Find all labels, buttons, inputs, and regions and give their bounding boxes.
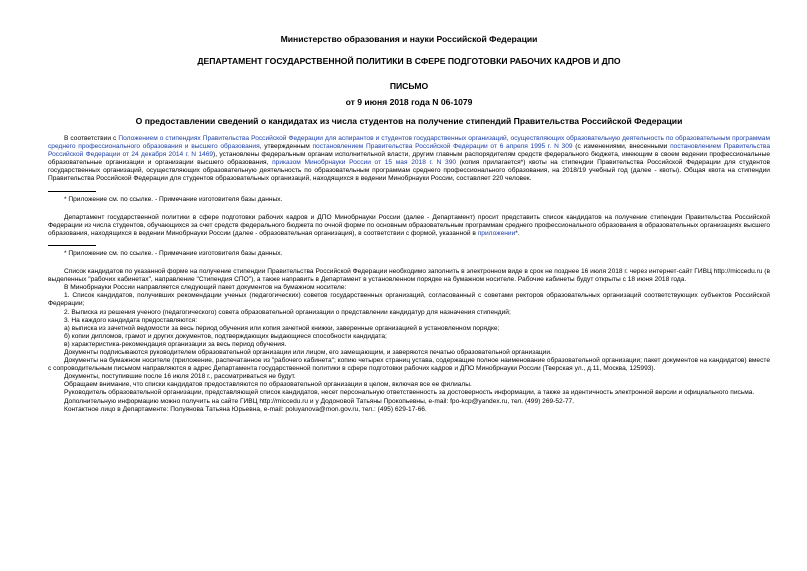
body-paragraph-late: Документы, поступившие после 16 июля 2018 г., рассматриваться не будут. — [64, 373, 296, 381]
list-item-3a: а) выписка из зачетной ведомости за весь период обучения или копия зачетной книжки, заверенные организацией в установленном порядке; — [64, 324, 500, 332]
request-text-2: *. — [515, 229, 520, 237]
ministry-title: Министерство образования и науки Российской Федерации — [280, 34, 538, 44]
intro-paragraph — [48, 135, 770, 184]
document-page — [48, 34, 770, 414]
list-item-1: 1. Список кандидатов, получивших рекомендации ученых (педагогических) советов государственных организаций, согласованный с советами ректоров образовательных организаций соответствующих субъектов Российской Федерации; — [48, 292, 770, 308]
intro-text-5: (копия прилагается*) квоты на стипендии Правительства Российской Федерации для студентов государственных организаций, осуществляющих образовательную деятельность по образовательным программам среднего профессионального образования, на 2018/19 учебный год (далее - квоты). Общая квота на стипендии Правительства Российской Федерации для студентов образовательных организаций, находящихся в ведении Минобрнауки России, составляет 220 человек. — [48, 159, 770, 183]
document-type: ПИСЬМО — [389, 81, 429, 91]
intro-text-4: ), установлены федеральным органам исполнительной власти, другим главным распорядителям средств федерального бюджета, имеющим в своем ведении профессиональные образовательные организации и организации высшего образования, — [48, 151, 770, 167]
link-resolution-1469[interactable]: постановлением Правительства Российской Федерации от 24 декабря 2014 г. N 1469 — [48, 143, 770, 159]
department-title: ДЕПАРТАМЕНТ ГОСУДАРСТВЕННОЙ ПОЛИТИКИ В СФЕРЕ ПОДГОТОВКИ РАБОЧИХ КАДРОВ И ДПО — [197, 56, 621, 66]
link-scholarship-regulation[interactable]: Положением о стипендиях Правительства Российской Федерации для аспирантов и студентов государственных организаций, осуществляющих образовательную деятельность по образовательным программам среднего профессионального образования и высшего образования — [48, 135, 771, 151]
list-item-3b: б) копии дипломов, грамот и других документов, подтверждающих выдающиеся способности кандидата; — [64, 332, 387, 340]
document-date-number: от 9 июня 2018 года N 06-1079 — [345, 97, 473, 107]
intro-text-1: В соответствии с — [64, 135, 119, 142]
footnote-separator-2 — [48, 245, 96, 246]
body-paragraph-paper-docs: Документы на бумажном носителе (приложение, распечатанное из "рабочего кабинета"; копию четырех страниц устава, содержащие полное наименование образовательной организации; пакет документов на кандидатов) вместе с сопроводительным письмом направляются в адрес Департамента государственной политики в сфере подготовки рабочих кадров и ДПО Минобрнауки России (Тверская ул., д.11, Москва, 125993). — [48, 357, 770, 373]
intro-text-3: (с изменениями, внесенными — [572, 143, 671, 151]
footnote-1: * Приложение см. по ссылке. - Примечание изготовителя базы данных. — [64, 195, 283, 203]
list-item-2: 2. Выписка из решения ученого (педагогического) совета образовательной организации о представлении кандидатур для назначения стипендий; — [64, 308, 511, 316]
footnote-separator — [48, 191, 96, 192]
link-resolution-309[interactable]: постановлением Правительства Российской Федерации от 6 апреля 1995 г. N 309 — [312, 143, 573, 151]
body-paragraph-responsibility: Руководитель образовательной организации, представляющей список кандидатов, несет персональную ответственность за достоверность информации, а также за идентичность электронной версии и официального письма. — [64, 389, 755, 397]
request-text-1: Департамент государственной политики в сфере подготовки рабочих кадров и ДПО Минобрнауки России (далее - Департамент) просит представить список кандидатов на получение стипендии Правительства Российской Федерации из числа студентов, обучающихся за счет средств федерального бюджета по очной форме по основным образовательным программам среднего профессионального образования в образовательных организациях высшего образования, находящихся в ведении Минобрнауки России (далее - образовательная организация), в соответствии с формой, указанной в — [48, 213, 770, 237]
body-paragraph-package: В Минобрнауки России направляется следующий пакет документов на бумажном носителе: — [64, 284, 347, 292]
request-paragraph — [48, 214, 770, 238]
body-paragraph-contact: Контактное лицо в Департаменте: Полуянова Татьяна Юрьевна, e-mail: poluyanova@mon.gov.ru, тел.: (495) 629-17-66. — [64, 405, 427, 413]
document-subject: О предоставлении сведений о кандидатах из числа студентов на получение стипендий Правительства Российской Федерации — [135, 116, 683, 126]
link-appendix[interactable]: приложении — [477, 229, 516, 237]
list-item-3: 3. На каждого кандидата предоставляются: — [64, 316, 198, 324]
intro-text-2: , утвержденным — [259, 143, 313, 151]
body-paragraph-deadline: Список кандидатов по указанной форме на получение стипендии Правительства Российской Федерации необходимо заполнить в электронном виде в срок не позднее 16 июля 2018 г. через интернет-сайт ГИВЦ http://miccedu.ru (в выделенных "рабочих кабинетах", направление "Стипендия СПО"), а также направить в Департамент в установленном порядке на бумажном носителе. Рабочие кабинеты будут открыты с 18 июня 2018 года. — [48, 268, 770, 284]
body-paragraph-branches: Обращаем внимание, что списки кандидатов предоставляются по образовательной организации в целом, включая все ее филиалы. — [64, 381, 472, 389]
body-paragraph-signing: Документы подписываются руководителем образовательной организации или лицом, его замещающим, и заверяются печатью образовательной организации. — [64, 348, 552, 356]
footnote-2: * Приложение см. по ссылке. - Примечание изготовителя базы данных. — [64, 249, 283, 257]
list-item-3c: в) характеристика-рекомендация организации за весь период обучения. — [64, 340, 287, 348]
link-order-390[interactable]: приказом Минобрнауки России от 15 мая 2018 г. N 390 — [272, 159, 457, 167]
body-paragraph-info: Дополнительную информацию можно получить на сайте ГИВЦ http://miccedu.ru и у Додоновой Татьяны Прокопьевны, e-mail: fpo-kcp@yandex.ru, тел. (499) 269-52-77. — [64, 397, 575, 405]
